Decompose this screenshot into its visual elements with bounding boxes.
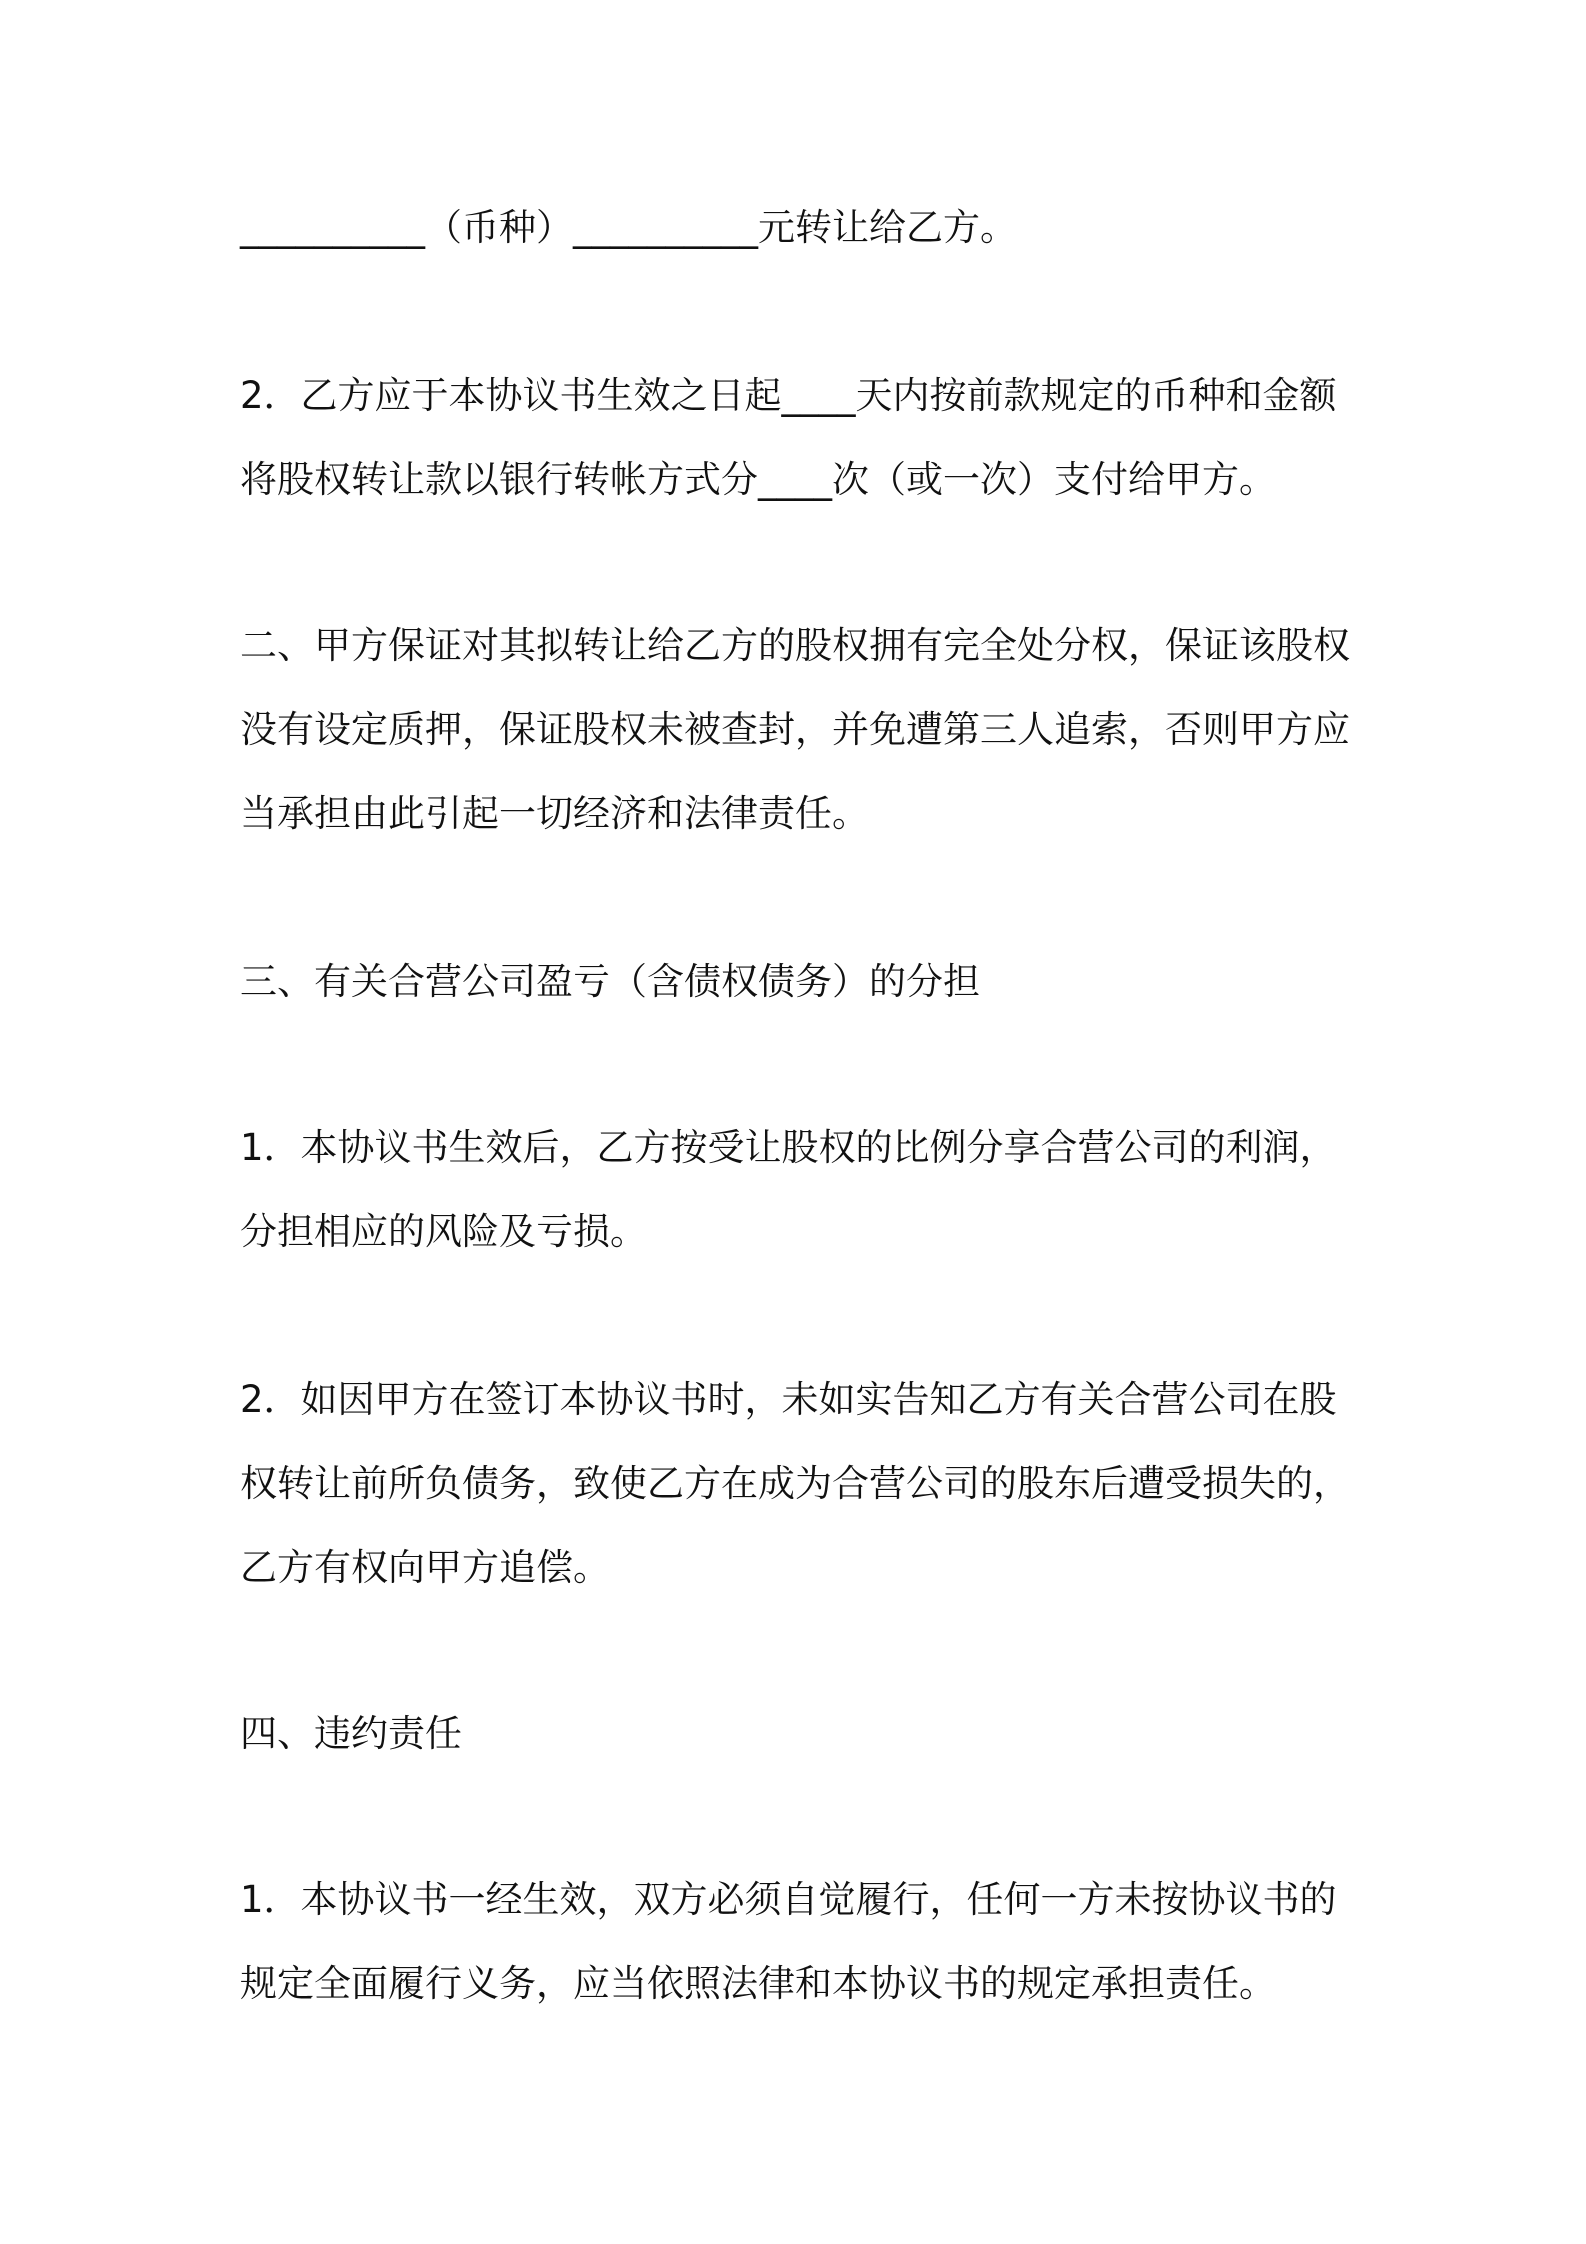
paragraph-currency-amount	[240, 186, 1360, 270]
text-line: 当承担由此引起一切经济和法律责任。	[240, 792, 869, 835]
section-3-item-2	[240, 1358, 1360, 1610]
text-line: 权转让前所负债务，致使乙方在成为合营公司的股东后遭受损失的，	[240, 1462, 1350, 1505]
text-line: 分担相应的风险及亏损。	[240, 1210, 647, 1253]
text-line: 三、有关合营公司盈亏（含债权债务）的分担	[240, 960, 980, 1003]
text-line: 乙方有权向甲方追偿。	[240, 1546, 610, 1589]
section-2-guarantee	[240, 604, 1360, 856]
section-3-heading	[240, 940, 1360, 1024]
text-line: 四、违约责任	[240, 1712, 462, 1755]
section-4-item-1	[240, 1858, 1360, 2026]
text-line: __________（币种）__________元转让给乙方。	[240, 206, 1017, 249]
text-line: 1．本协议书一经生效，双方必须自觉履行，任何一方未按协议书的	[240, 1878, 1337, 1921]
text-line: 将股权转让款以银行转帐方式分____次（或一次）支付给甲方。	[240, 458, 1276, 501]
text-line: 二、甲方保证对其拟转让给乙方的股权拥有完全处分权，保证该股权	[240, 624, 1350, 667]
section-4-heading	[240, 1692, 1360, 1776]
section-3-item-1	[240, 1106, 1360, 1274]
text-line: 2．乙方应于本协议书生效之日起____天内按前款规定的币种和金额	[240, 374, 1337, 417]
text-line: 规定全面履行义务，应当依照法律和本协议书的规定承担责任。	[240, 1962, 1276, 2005]
text-line: 没有设定质押，保证股权未被查封，并免遭第三人追索，否则甲方应	[240, 708, 1350, 751]
text-line: 1．本协议书生效后，乙方按受让股权的比例分享合营公司的利润，	[240, 1126, 1337, 1169]
paragraph-payment-terms	[240, 354, 1360, 522]
text-line: 2．如因甲方在签订本协议书时，未如实告知乙方有关合营公司在股	[240, 1378, 1337, 1421]
